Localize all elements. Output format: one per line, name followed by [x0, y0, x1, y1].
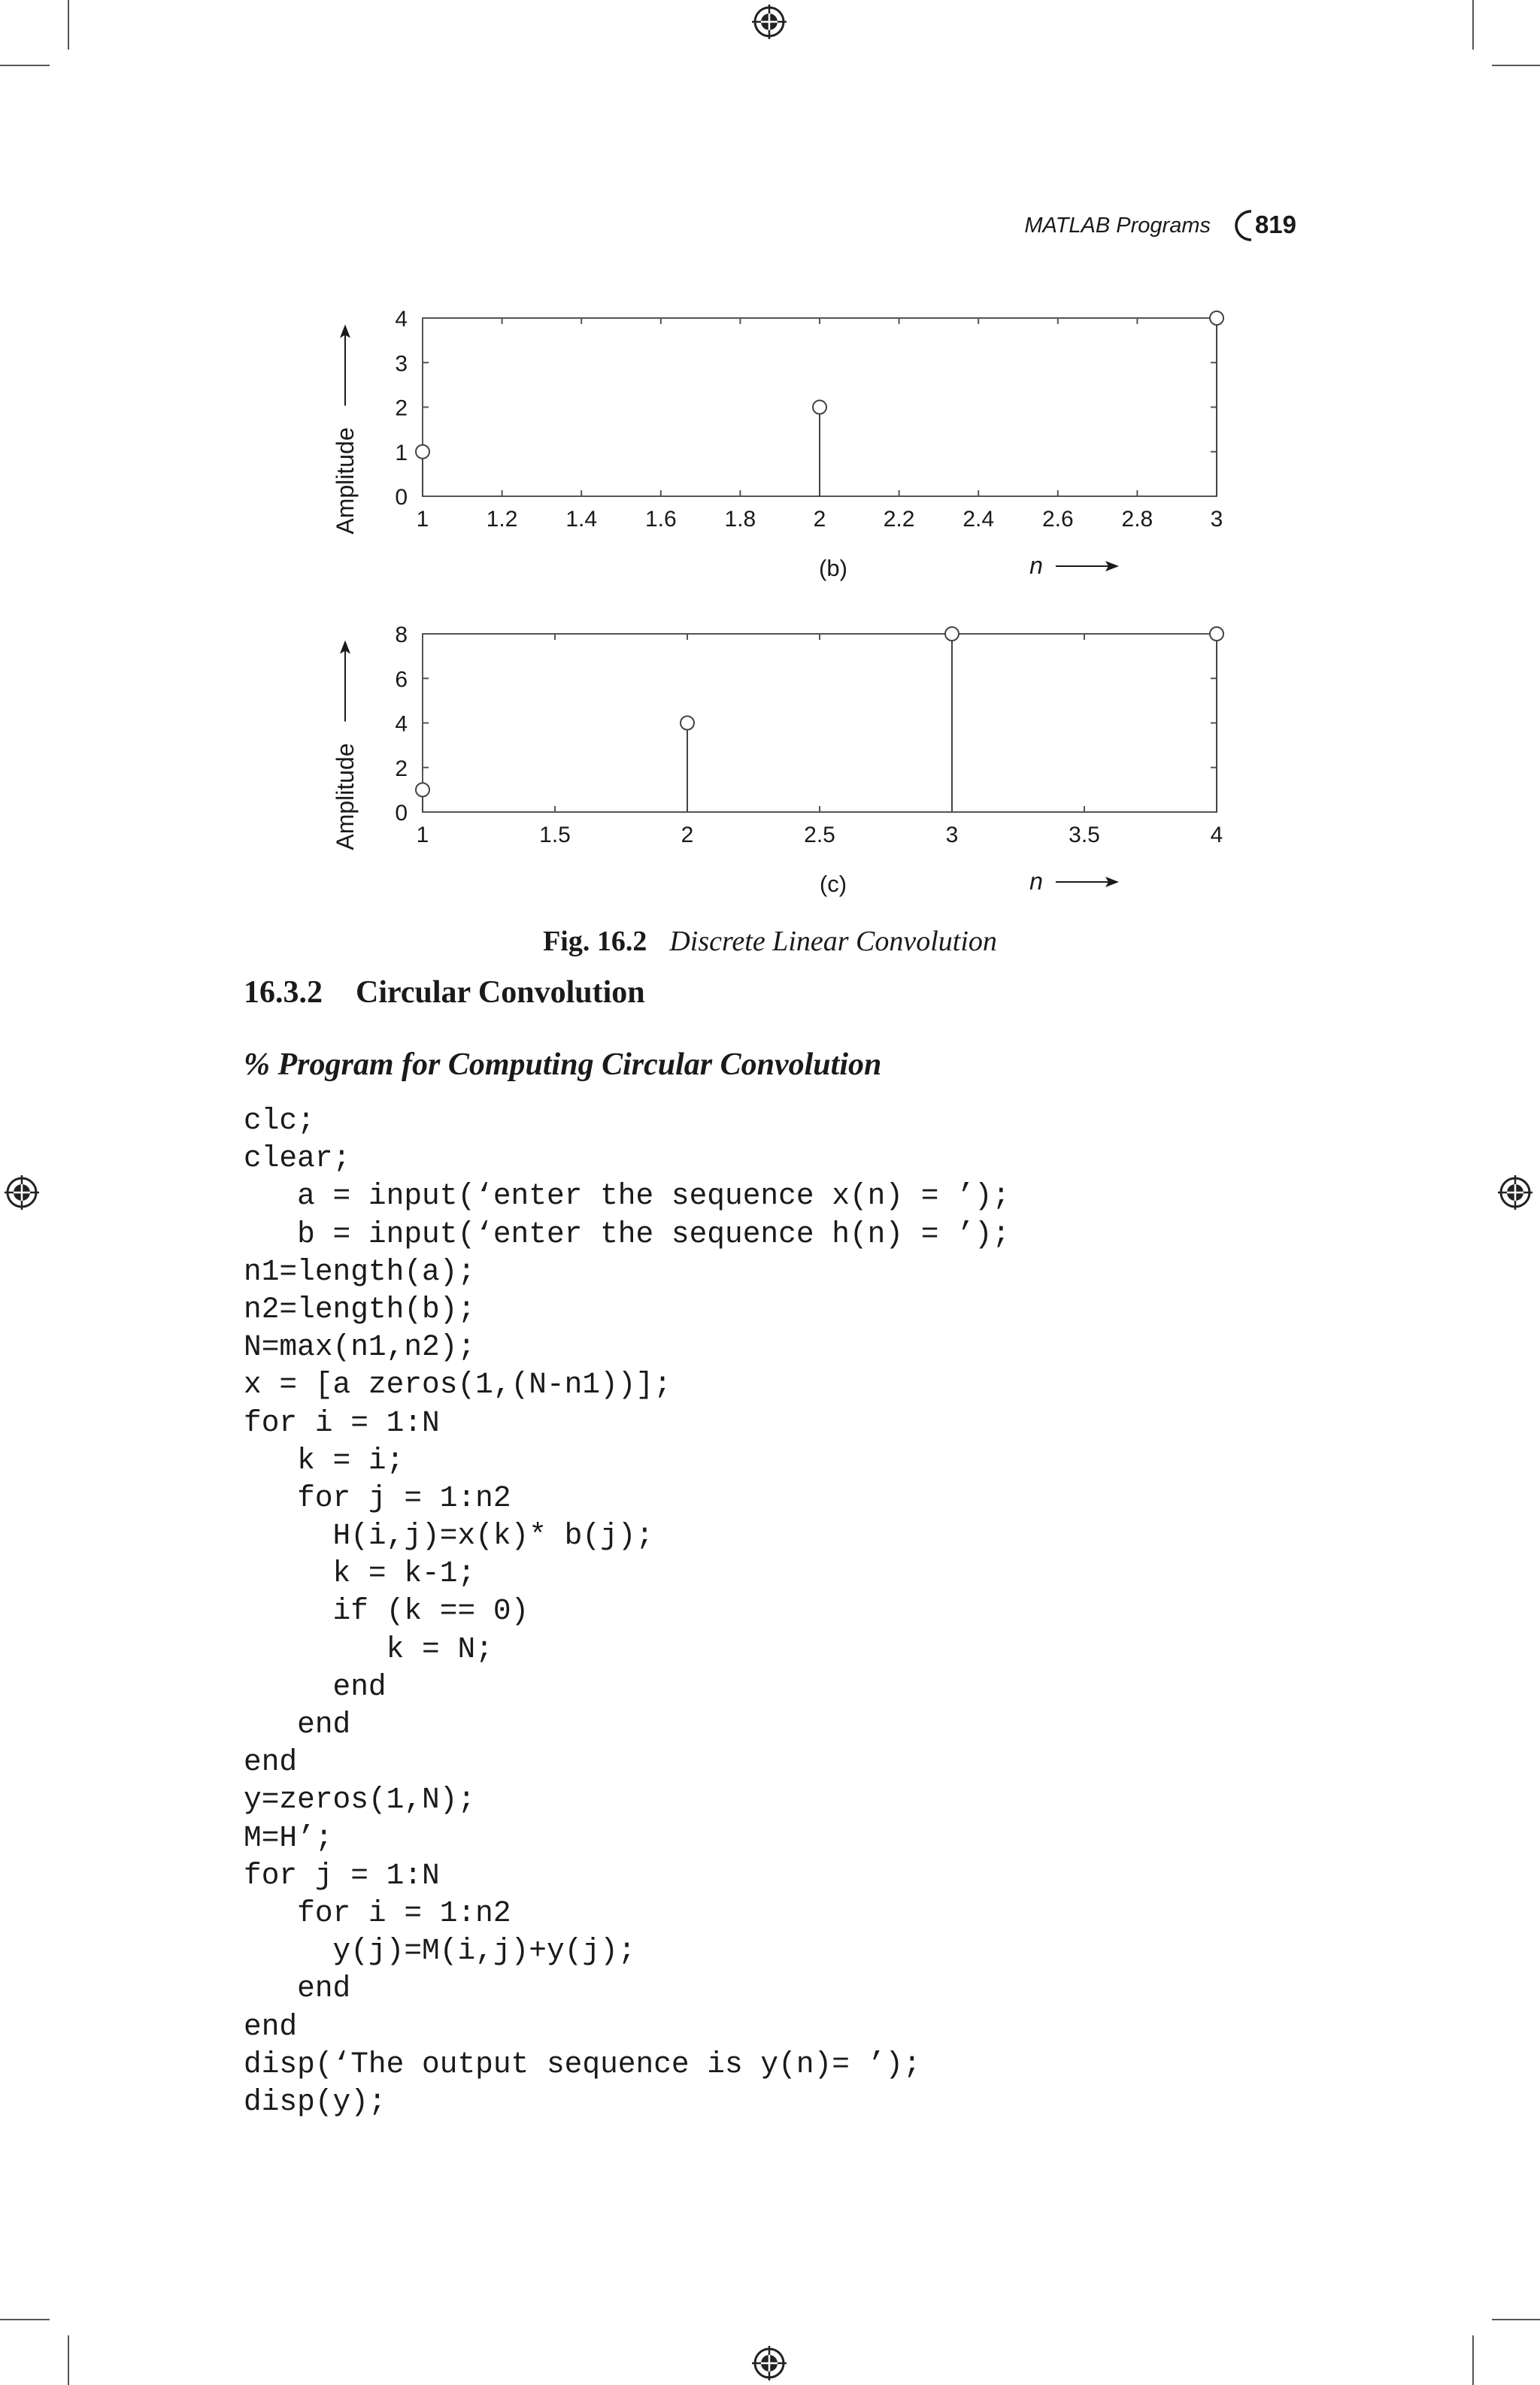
page-number-bracket-icon [1226, 209, 1256, 242]
stem-marker [681, 717, 694, 730]
section-title: Circular Convolution [356, 975, 645, 1010]
y-tick-label: 3 [395, 351, 408, 377]
crop-mark [1472, 0, 1474, 50]
x-tick-label: 2.6 [1041, 507, 1074, 532]
stem-marker [416, 783, 429, 796]
x-tick-label: 1.2 [486, 507, 518, 532]
running-head-title: MATLAB Programs [1024, 214, 1211, 238]
y-axis-label: Amplitude [332, 427, 359, 535]
code-line: clc; [244, 1104, 315, 1138]
code-line: for i = 1:n2 [244, 1896, 511, 1930]
section-number: 16.3.2 [244, 975, 323, 1010]
x-tick-label: 2.2 [883, 507, 915, 532]
y-tick-label: 8 [395, 623, 408, 647]
program-heading: % Program for Computing Circular Convolution [244, 1047, 882, 1082]
x-tick-label: 1 [416, 507, 429, 532]
figure-caption [0, 925, 1540, 958]
y-tick-label: 2 [395, 756, 408, 781]
stem-plot-c-canvas [0, 609, 1540, 910]
code-line: y=zeros(1,N); [244, 1783, 476, 1817]
code-line: disp(‘The output sequence is y(n)= ’); [244, 2047, 921, 2081]
panel-label: (c) [819, 871, 847, 897]
y-axis-label: Amplitude [332, 743, 359, 850]
x-tick-label: 1 [416, 823, 429, 847]
registration-mark-icon [1498, 1175, 1532, 1210]
code-line: n1=length(a); [244, 1254, 476, 1289]
crop-mark [1472, 2335, 1474, 2385]
code-line: disp(y); [244, 2084, 387, 2119]
stem-marker [416, 445, 429, 459]
code-line: for i = 1:N [244, 1405, 440, 1440]
code-line: end [244, 1745, 298, 1780]
crop-mark [0, 65, 50, 66]
code-line: for j = 1:n2 [244, 1480, 511, 1515]
code-line: end [244, 2009, 298, 2044]
y-tick-label: 6 [395, 667, 408, 692]
x-tick-label: 2 [813, 507, 826, 532]
x-tick-label: 4 [1210, 823, 1223, 847]
code-listing [244, 1102, 1010, 2121]
crop-mark [68, 2335, 69, 2385]
stem-plot-c [0, 609, 1540, 910]
y-tick-label: 0 [395, 485, 408, 510]
x-axis-label: n [1029, 868, 1043, 895]
x-tick-label: 1.8 [724, 507, 756, 532]
code-line: y(j)=M(i,j)+y(j); [244, 1934, 636, 1968]
x-tick-label: 2.4 [962, 507, 995, 532]
code-line: a = input(‘enter the sequence x(n) = ’); [244, 1179, 1011, 1214]
y-tick-label: 2 [395, 395, 408, 421]
crop-mark [0, 2319, 50, 2320]
x-tick-label: 3 [945, 823, 959, 847]
y-tick-label: 1 [395, 440, 408, 465]
y-tick-label: 4 [395, 711, 408, 737]
x-axis-label: n [1029, 552, 1043, 579]
plot-frame [423, 634, 1217, 812]
page-number: 819 [1254, 211, 1296, 238]
x-tick-label: 1.4 [565, 507, 598, 532]
code-line: x = [a zeros(1,(N-n1))]; [244, 1368, 671, 1402]
code-line: clear; [244, 1141, 351, 1176]
stem-marker [1210, 627, 1223, 641]
y-axis-label-group [332, 325, 359, 535]
x-tick-label: 1.6 [644, 507, 677, 532]
x-tick-label: 3.5 [1069, 823, 1100, 847]
code-line: for j = 1:N [244, 1858, 440, 1893]
registration-mark-icon [5, 1175, 39, 1210]
x-tick-label: 1.5 [539, 823, 571, 847]
x-tick-label: 3 [1210, 507, 1223, 532]
code-line: H(i,j)=x(k)* b(j); [244, 1519, 654, 1553]
x-tick-label: 2.8 [1121, 507, 1153, 532]
stem-marker [813, 401, 826, 414]
registration-mark-icon [752, 5, 787, 39]
panel-label: (b) [819, 555, 847, 581]
code-line: k = N; [244, 1632, 493, 1666]
x-tick-label: 2 [681, 823, 694, 847]
figure-title: Discrete Linear Convolution [669, 926, 997, 957]
code-line: n2=length(b); [244, 1292, 476, 1326]
figure-label: Fig. 16.2 [543, 926, 647, 957]
code-line: k = i; [244, 1443, 405, 1477]
registration-mark-icon [752, 2346, 787, 2380]
crop-mark [1492, 2319, 1540, 2320]
code-line: end [244, 1708, 351, 1741]
stem-plot-b [0, 293, 1540, 594]
code-line: end [244, 1669, 387, 1704]
code-line: if (k == 0) [244, 1594, 529, 1629]
code-line: M=H’; [244, 1820, 333, 1855]
code-line: N=max(n1,n2); [244, 1330, 476, 1365]
section-heading [244, 974, 645, 1011]
crop-mark [68, 0, 69, 50]
x-tick-label: 2.5 [804, 823, 835, 847]
code-line: b = input(‘enter the sequence h(n) = ’); [244, 1217, 1011, 1251]
stem-marker [945, 627, 959, 641]
stem-marker [1210, 311, 1223, 325]
y-tick-label: 4 [395, 307, 408, 332]
code-line: end [244, 1971, 351, 2006]
crop-mark [1492, 65, 1540, 66]
stem-plot-b-canvas [0, 293, 1540, 594]
y-tick-label: 0 [395, 801, 408, 826]
running-head [978, 209, 1308, 245]
y-axis-label-group [332, 641, 359, 850]
code-line: k = k-1; [244, 1556, 476, 1591]
